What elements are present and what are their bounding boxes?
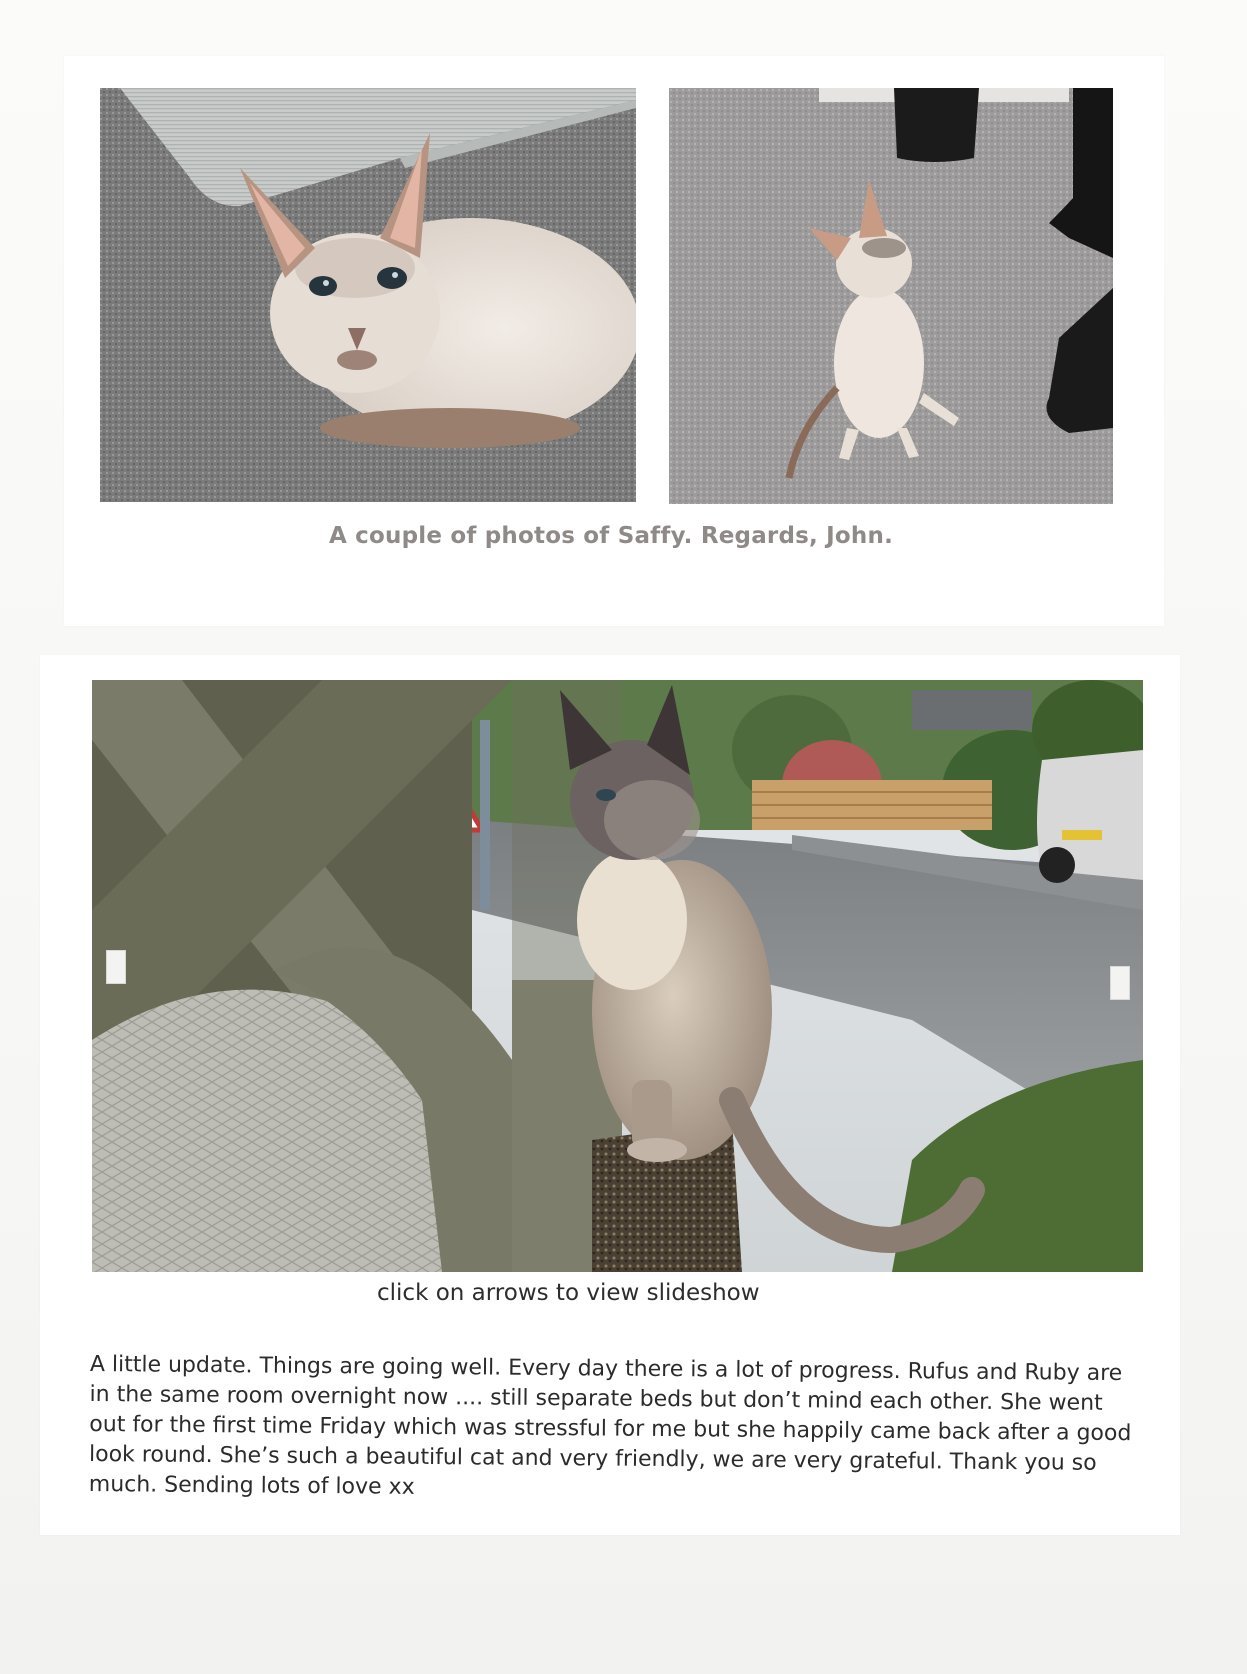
slideshow-hint-row	[90, 1280, 1130, 1306]
cat-sitting-photo-icon	[669, 88, 1113, 504]
photo-cat-sitting	[669, 88, 1113, 504]
slideshow-next-arrow[interactable]	[1110, 966, 1130, 1000]
slideshow-prev-arrow[interactable]	[106, 950, 126, 984]
photo-cat-lying	[100, 88, 636, 502]
slideshow-image	[92, 680, 1143, 1272]
cat-lying-photo-icon	[100, 88, 636, 502]
update-paragraph: A little update. Things are going well. Every day there is a lot of progress. Rufus and Ruby are in the same room overnight now .... still separate beds but don’t mind each other. She went out for the first time Friday which was stressful for me but she happily came back after a good look round. She’s such a beautiful cat and very friendly, we are very grateful. Thank you so much. Sending lots of love xx	[88, 1351, 1132, 1500]
photos-caption: A couple of photos of Saffy. Regards, John.	[328, 523, 894, 549]
slideshow-hint: click on arrows to view slideshow	[377, 1280, 760, 1306]
cat-on-post-photo-icon	[92, 680, 1143, 1272]
